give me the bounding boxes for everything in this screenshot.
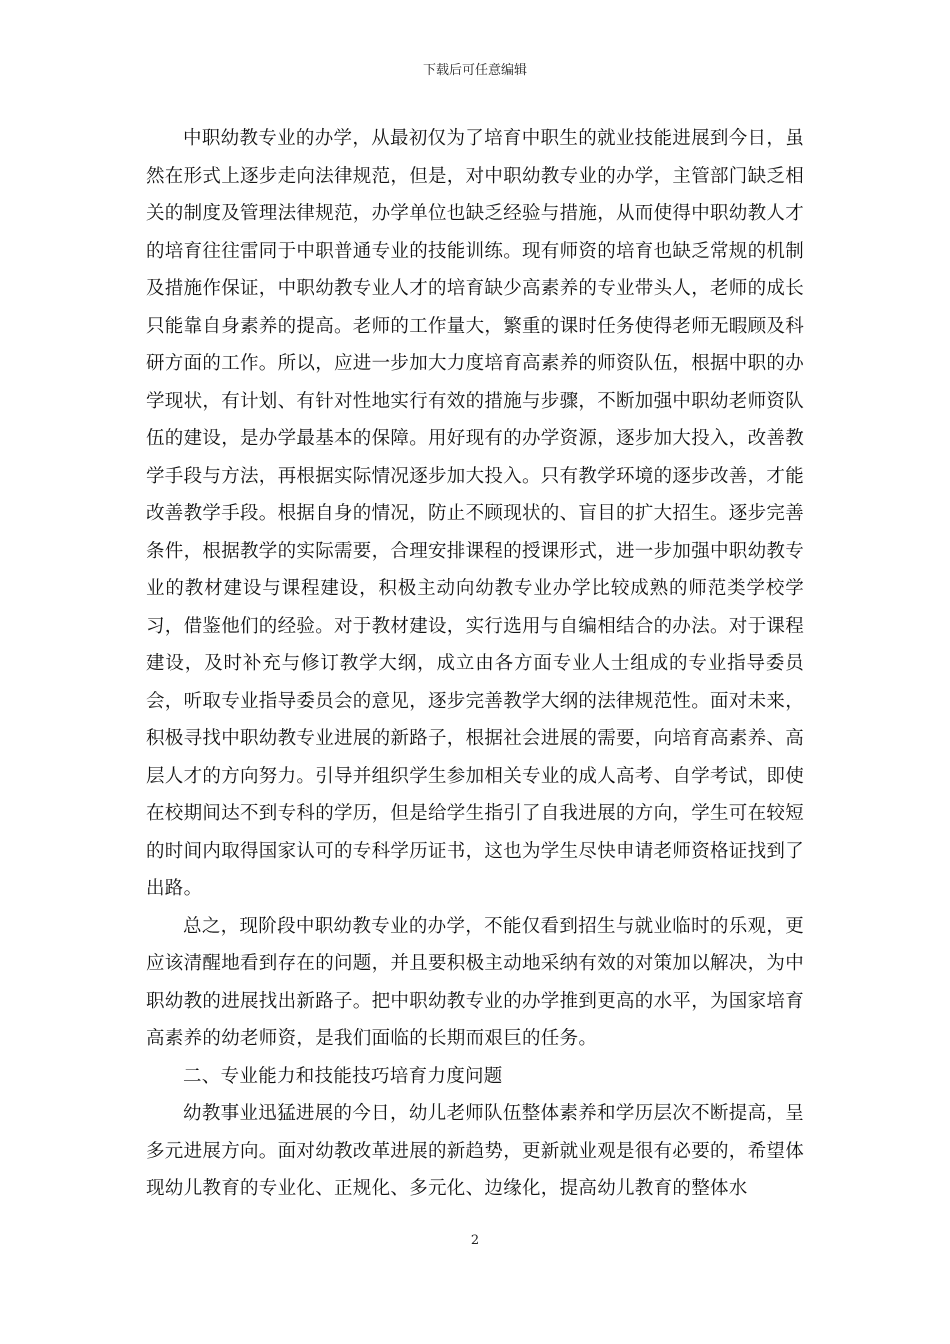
paragraph-2: 总之，现阶段中职幼教专业的办学，不能仅看到招生与就业临时的乐观，更应该清醒地看到存在的问题，并且要积极主动地采纳有效的对策加以解决，为中职幼教的进展找出新路子。把中职幼教专业的办学推到更高的水平，为国家培育高素养的幼老师资，是我们面临的长期而艰巨的任务。 xyxy=(146,915,805,1049)
paragraph-1: 中职幼教专业的办学，从最初仅为了培育中职生的就业技能进展到今日，虽然在形式上逐步走向法律规范，但是，对中职幼教专业的办学，主管部门缺乏相关的制度及管理法律规范，办学单位也缺乏经验与措施，从而使得中职幼教人才的培育往往雷同于中职普通专业的技能训练。现有师资的培育也缺乏常规的机制及措施作保证，中职幼教专业人才的培育缺少高素养的专业带头人，老师的成长只能靠自身素养的提高。老师的工作量大，繁重的课时任务使得老师无暇顾及科研方面的工作。所以，应进一步加大力度培育高素养的师资队伍，根据中职的办学现状，有计划、有针对性地实行有效的措施与步骤，不断加强中职幼老师资队伍的建设，是办学最基本的保障。用好现有的办学资源，逐步加大投入，改善教学手段与方法，再根据实际情况逐步加大投入。只有教学环境的逐步改善，才能改善教学手段。根据自身的情况，防止不顾现状的、盲目的扩大招生。逐步完善条件，根据教学的实际需要，合理安排课程的授课形式，进一步加强中职幼教专业的教材建设与课程建设，积极主动向幼教专业办学比较成熟的师范类学校学习，借鉴他们的经验。对于教材建设，实行选用与自编相结合的办法。对于课程建设，及时补充与修订教学大纲，成立由各方面专业人士组成的专业指导委员会，听取专业指导委员会的意见，逐步完善教学大纲的法律规范性。面对未来，积极寻找中职幼教专业进展的新路子，根据社会进展的需要，向培育高素养、高层人才的方向努力。引导并组织学生参加相关专业的成人高考、自学考试，即使在校期间达不到专科的学历，但是给学生指引了自我进展的方向，学生可在较短的时间内取得国家认可的专科学历证书，这也为学生尽快申请老师资格证找到了出路。 xyxy=(146,128,805,899)
document-body xyxy=(146,120,804,1208)
page-number: 2 xyxy=(470,1233,480,1248)
paragraph-3: 幼教事业迅猛进展的今日，幼儿老师队伍整体素养和学历层次不断提高，呈多元进展方向。面对幼教改革进展的新趋势，更新就业观是很有必要的，希望体现幼儿教育的专业化、正规化、多元化、边缘化，提高幼儿教育的整体水 xyxy=(146,1103,805,1199)
page-header: 下载后可任意编辑 xyxy=(422,63,527,78)
section-heading: 二、专业能力和技能技巧培育力度问题 xyxy=(183,1065,503,1087)
